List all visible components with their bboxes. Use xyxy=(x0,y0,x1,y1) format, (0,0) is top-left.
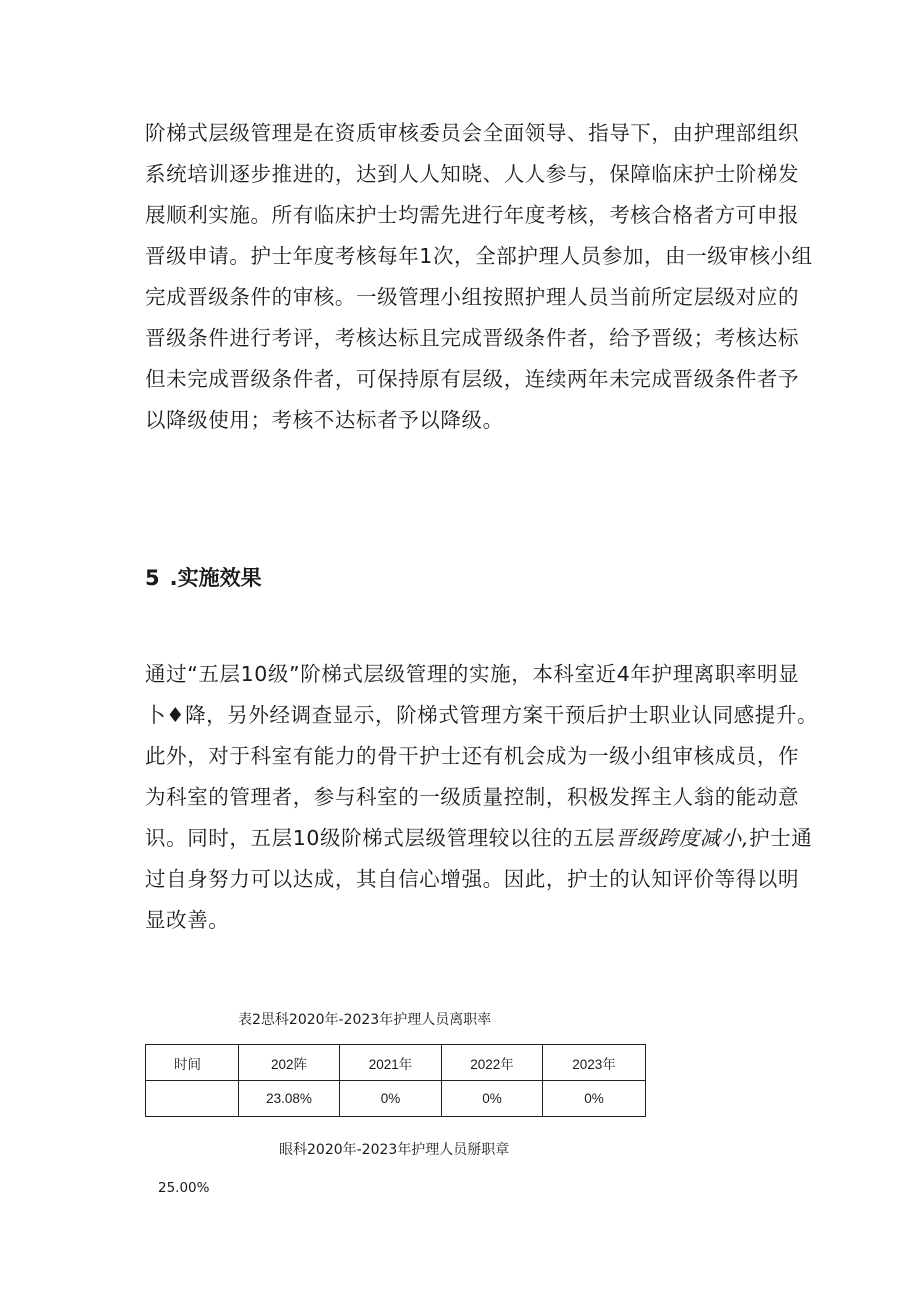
section-heading xyxy=(145,560,262,596)
text-line: 以降级使用；考核不达标者予以降级。 xyxy=(145,408,504,432)
table-caption: 表2思科2020年-2023年护理人员离职率 xyxy=(238,1012,492,1028)
text-line: 晋级申请。护士年度考核每年1次，全部护理人员参加，由一级审核小组 xyxy=(145,244,813,268)
text-line: 显改善。 xyxy=(145,908,230,932)
text-line: 阶梯式层级管理是在资质审核委员会全面领导、指导下，由护理部组织 xyxy=(145,121,800,145)
text-line: 过自身努力可以达成，其自信心增强。因此，护士的认知评价等得以明 xyxy=(145,867,800,891)
text-line: 完成晋级条件的审核。一级管理小组按照护理人员当前所定层级对应的 xyxy=(145,285,800,309)
table-cell: 23.08% xyxy=(239,1081,340,1117)
chart-title: 眼科2020年-2023年护理人员掰职章 xyxy=(279,1142,510,1158)
table-cell: 2022年 xyxy=(442,1045,543,1081)
table-cell: 时间 xyxy=(146,1045,239,1081)
table-header-row xyxy=(146,1045,646,1081)
text-line: 展顺利实施。所有临床护士均需先进行年度考核，考核合格者方可申报 xyxy=(145,203,800,227)
paragraph-implementation-effect xyxy=(145,654,819,941)
table-cell xyxy=(146,1081,239,1117)
chart-axis-label: 25.00% xyxy=(158,1180,210,1196)
section-number: 5 xyxy=(145,566,160,590)
text-line: 但未完成晋级条件者，可保持原有层级，连续两年未完成晋级条件者予 xyxy=(145,367,800,391)
section-title: .实施效果 xyxy=(169,566,262,590)
italic-text-segment: 晋级跨度减小, xyxy=(615,826,750,850)
text-segment: 识。同时，五层10级阶梯式层级管理较以往的五层 xyxy=(145,826,616,850)
table-cell: 0% xyxy=(442,1081,543,1117)
text-line: 通过“五层10级”阶梯式层级管理的实施，本科室近4年护理离职率明显 xyxy=(145,662,800,686)
table-cell: 0% xyxy=(340,1081,442,1117)
text-line: 系统培训逐步推进的，达到人人知晓、人人参与，保障临床护士阶梯发 xyxy=(145,162,800,186)
text-line: 卜♦降，另外经调查显示，阶梯式管理方案干预后护士职业认同感提升。 xyxy=(145,703,819,727)
text-line xyxy=(145,818,813,859)
table-cell: 0% xyxy=(543,1081,646,1117)
text-segment: 护士通 xyxy=(749,826,813,850)
turnover-rate-table xyxy=(145,1044,646,1117)
text-line: 晋级条件进行考评，考核达标且完成晋级条件者，给予晋级；考核达标 xyxy=(145,326,800,350)
text-line: 此外，对于科室有能力的骨干护士还有机会成为一级小组审核成员，作 xyxy=(145,744,800,768)
table-row xyxy=(146,1081,646,1117)
paragraph-promotion-management xyxy=(145,113,813,441)
text-line: 为科室的管理者，参与科室的一级质量控制，积极发挥主人翁的能动意 xyxy=(145,785,800,809)
table-cell: 202阵 xyxy=(239,1045,340,1081)
table-cell: 2023年 xyxy=(543,1045,646,1081)
table-cell: 2021年 xyxy=(340,1045,442,1081)
